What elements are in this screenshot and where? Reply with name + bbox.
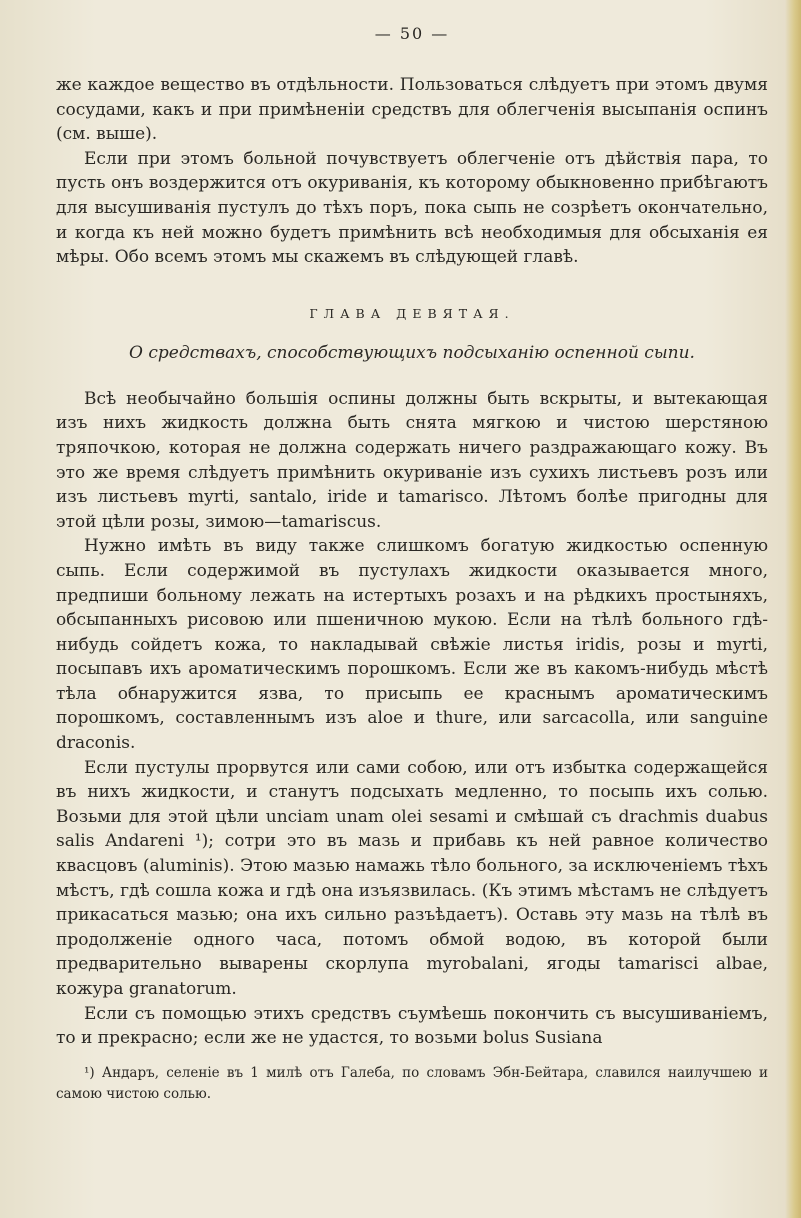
page-content: [56, 24, 768, 1105]
page-number: — 50 —: [374, 24, 450, 43]
paragraph-continuation: же каждое вещество въ отдѣльности. Пользоваться слѣдуетъ при этомъ двумя сосудами, какъ и при примѣненіи средствъ для облегченія высыпанія оспинъ (см. выше).: [56, 75, 768, 145]
paragraph-drying: Если съ помощью этихъ средствъ съумѣешь покончить съ высушиваніемъ, то и прекрасно; если же не удастся, то возьми bolus Susiana: [56, 1003, 768, 1049]
paragraph-large-pustules: Всѣ необычайно большія оспины должны быть вскрыты, и вытекающая изъ нихъ жидкость должна быть снята мягкою и чистою шерстяною тряпочкою, которая не должна содержать ничего раздражающаго кожу. Въ это же время слѣдуетъ примѣнить окуриваніе изъ сухихъ листьевъ розъ или изъ листьевъ myrti, santalo, iride и tamarisco. Лѣтомъ болѣе пригодны для этой цѣли розы, зимою—tamariscus.: [56, 388, 768, 532]
paragraph-vapor: Если при этомъ больной почувствуетъ облегченіе отъ дѣйствія пара, то пусть онъ воздержится отъ окуриванія, къ которому обыкновенно прибѣгаютъ для высушиванія пустулъ до тѣхъ поръ, пока сыпь не созрѣетъ окончательно, и когда къ ней можно будетъ примѣнить всѣ необходимыя для обсыханія ея мѣры. Обо всемъ этомъ мы скажемъ въ слѣдующей главѣ.: [56, 148, 768, 268]
page-edge: [785, 0, 801, 1218]
chapter-subtitle: О средствахъ, способствующихъ подсыханію оспенной сыпи.: [129, 342, 695, 363]
chapter-heading: ГЛАВА ДЕВЯТАЯ.: [309, 305, 515, 321]
footnote: ¹) Андаръ, селеніе въ 1 милѣ отъ Галеба, по словамъ Эбн-Бейтара, славился наилучшею и самою чистою солью.: [56, 1064, 768, 1102]
footnote-spacer: [56, 1051, 768, 1063]
paragraph-salt-ointment: Если пустулы прорвутся или сами собою, или отъ избытка содержащейся въ нихъ жидкости, и станутъ подсыхать медленно, то посыпь ихъ солью. Возьми для этой цѣли unciam unam olei sesami и смѣшай съ drachmis duabus salis Andareni ¹); сотри это въ мазь и прибавь къ ней равное количество квасцовъ (aluminis). Этою мазью намажь тѣло больного, за исключеніемъ тѣхъ мѣстъ, гдѣ сошла кожа и гдѣ она изъязвилась. (Къ этимъ мѣстамъ не слѣдуетъ прикасаться мазью; она ихъ сильно разъѣдаетъ). Оставь эту мазь на тѣлѣ въ продолженіе одного часа, потомъ обмой водою, въ которой были предварительно выварены скорлупа myrobalani, ягоды tamarisci albae, кожура granatorum.: [56, 757, 768, 999]
paragraph-rich-fluid: Нужно имѣть въ виду также слишкомъ богатую жидкостью оспенную сыпь. Если содержимой въ пустулахъ жидкости оказывается много, предпиши больному лежать на истертыхъ розахъ и на рѣдкихъ простыняхъ, обсыпанныхъ рисовою или пшеничною мукою. Если на тѣлѣ больного гдѣ-нибудь сойдетъ кожа, то накладывай свѣжіе листья iridis, розы и myrti, посыпавъ ихъ ароматическимъ порошкомъ. Если же въ какомъ-нибудь мѣстѣ тѣла обнаружится язва, то присыпь ее краснымъ ароматическимъ порошкомъ, составленнымъ изъ aloe и thure, или sarcacolla, или sanguine draconis.: [56, 536, 768, 754]
